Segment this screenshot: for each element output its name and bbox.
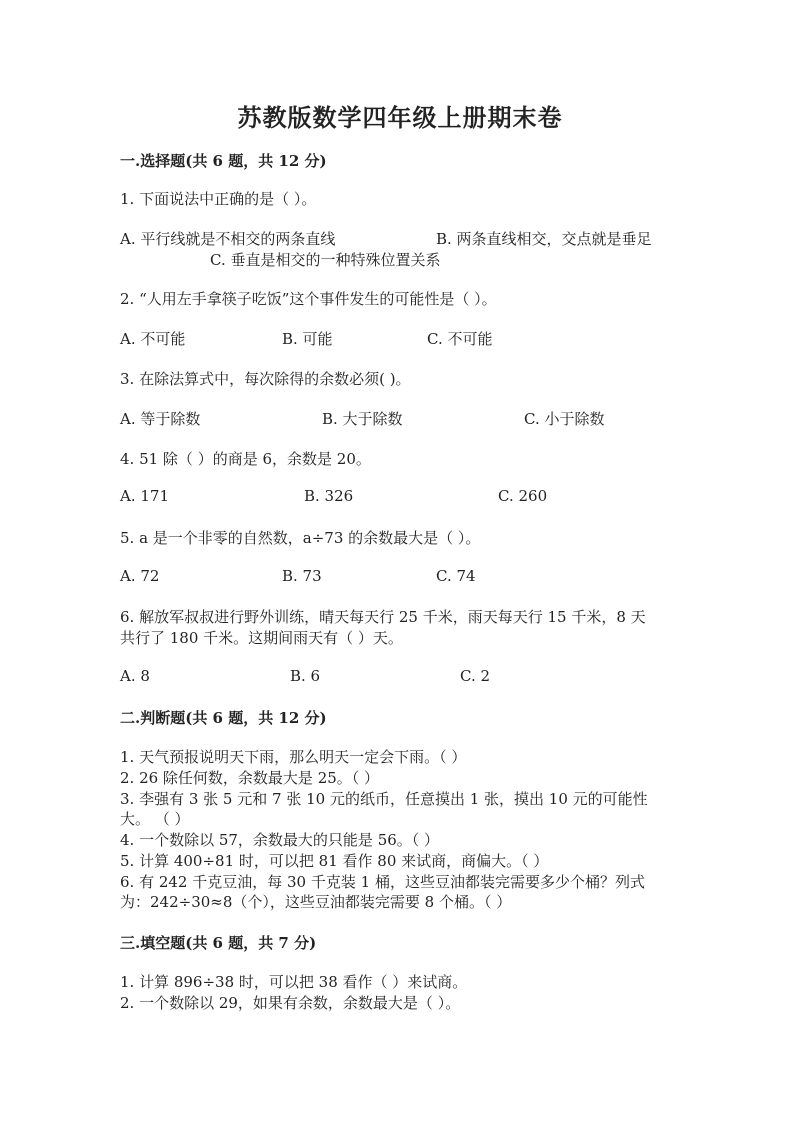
fill-line-2: 2. 一个数除以 29，如果有余数，余数最大是（ ）。 bbox=[120, 994, 461, 1012]
q2-option-b: B. 可能 bbox=[282, 330, 333, 348]
judge-line-1: 1. 天气预报说明天下雨，那么明天一定会下雨。（ ） bbox=[120, 748, 467, 766]
judge-line-5: 5. 计算 400÷81 时，可以把 81 看作 80 来试商，商偏大。（ ） bbox=[120, 852, 549, 870]
judge-line-6-cont: 为：242÷30≈8（个），这些豆油都装完需要 8 个桶。（ ） bbox=[120, 893, 512, 911]
q6-option-b: B. 6 bbox=[290, 667, 321, 685]
q5-option-b: B. 73 bbox=[282, 567, 322, 585]
q4-option-a: A. 171 bbox=[120, 487, 169, 505]
section-heading-fill: 三.填空题(共 6 题，共 7 分) bbox=[120, 934, 317, 952]
judge-line-3-cont: 大。 （ ） bbox=[120, 810, 190, 828]
judge-line-3: 3. 李强有 3 张 5 元和 7 张 10 元的纸币，任意摸出 1 张，摸出 10 元的可能性 bbox=[120, 790, 648, 808]
section-heading-judge: 二.判断题(共 6 题，共 12 分) bbox=[120, 709, 327, 727]
q1-option-b: B. 两条直线相交，交点就是垂足 bbox=[436, 230, 652, 248]
question-6-line-1: 6. 解放军叔叔进行野外训练，晴天每天行 25 千米，雨天每天行 15 千米，8 天 bbox=[120, 608, 646, 626]
q5-option-c: C. 74 bbox=[436, 567, 476, 585]
question-1: 1. 下面说法中正确的是（ ）。 bbox=[120, 190, 317, 208]
q5-option-a: A. 72 bbox=[120, 567, 160, 585]
question-4: 4. 51 除（ ）的商是 6，余数是 20。 bbox=[120, 450, 371, 468]
q4-option-b: B. 326 bbox=[304, 487, 354, 505]
question-2: 2. “人用左手拿筷子吃饭”这个事件发生的可能性是（ ）。 bbox=[120, 290, 497, 308]
question-3: 3. 在除法算式中，每次除得的余数必须( )。 bbox=[120, 370, 411, 388]
page-title: 苏教版数学四年级上册期末卷 bbox=[237, 103, 563, 132]
q3-option-a: A. 等于除数 bbox=[120, 410, 201, 428]
q2-option-c: C. 不可能 bbox=[427, 330, 493, 348]
judge-line-2: 2. 26 除任何数，余数最大是 25。（ ） bbox=[120, 769, 380, 787]
question-5: 5. a 是一个非零的自然数，a÷73 的余数最大是（ ）。 bbox=[120, 529, 481, 547]
q2-option-a: A. 不可能 bbox=[120, 330, 186, 348]
q6-option-c: C. 2 bbox=[460, 667, 491, 685]
q4-option-c: C. 260 bbox=[498, 487, 548, 505]
q1-option-a: A. 平行线就是不相交的两条直线 bbox=[120, 230, 336, 248]
section-heading-choice: 一.选择题(共 6 题，共 12 分) bbox=[120, 152, 327, 170]
question-6-line-2: 共行了 180 千米。这期间雨天有（ ）天。 bbox=[120, 629, 403, 647]
q3-option-c: C. 小于除数 bbox=[524, 410, 605, 428]
q6-option-a: A. 8 bbox=[120, 667, 150, 685]
judge-line-6: 6. 有 242 千克豆油，每 30 千克装 1 桶，这些豆油都装完需要多少个桶？列式 bbox=[120, 873, 645, 891]
q1-option-c: C. 垂直是相交的一种特殊位置关系 bbox=[210, 251, 441, 269]
fill-line-1: 1. 计算 896÷38 时，可以把 38 看作（ ）来试商。 bbox=[120, 973, 468, 991]
q3-option-b: B. 大于除数 bbox=[322, 410, 403, 428]
judge-line-4: 4. 一个数除以 57，余数最大的只能是 56。（ ） bbox=[120, 831, 440, 849]
